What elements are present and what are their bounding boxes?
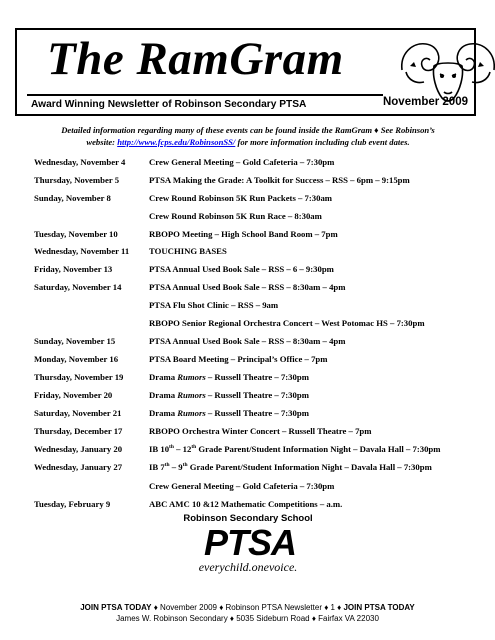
event-description-suffix: Grade Parent/Student Information Night – Davala Hall – 7:30pm [196, 444, 441, 454]
event-show-title: Rumors [177, 408, 206, 418]
event-row [0, 444, 495, 458]
intro-line-2-tail: for more information including club event dates. [237, 137, 410, 147]
event-description [149, 372, 309, 382]
intro-note [28, 124, 468, 148]
event-date: Thursday, November 19 [34, 372, 124, 382]
footer-issue-info: ♦ November 2009 ♦ Robinson PTSA Newsletter ♦ 1 ♦ [151, 603, 344, 612]
event-date: Thursday, December 17 [34, 426, 123, 436]
event-description: Crew General Meeting – Gold Cafeteria – 7:30pm [149, 481, 335, 491]
event-description [149, 408, 309, 418]
ordinal-suffix: th [169, 444, 174, 451]
event-date: Monday, November 16 [34, 354, 119, 364]
event-description-prefix: Drama [149, 408, 178, 418]
event-date: Saturday, November 14 [34, 282, 122, 292]
ordinal-suffix: th [182, 462, 188, 469]
event-date: Wednesday, January 27 [34, 462, 123, 472]
page-footer [0, 602, 495, 624]
event-description: Crew Round Robinson 5K Run Race – 8:30am [149, 211, 322, 221]
newsletter-title: The RamGram [47, 33, 344, 85]
event-description-prefix: Drama [149, 372, 178, 382]
event-date: Sunday, November 15 [34, 336, 116, 346]
event-description: PTSA Annual Used Book Sale – RSS – 6 – 9:30pm [149, 264, 334, 274]
event-description: PTSA Annual Used Book Sale – RSS – 8:30am – 4pm [149, 282, 346, 292]
newsletter-subtitle: Award Winning Newsletter of Robinson Secondary PTSA [31, 99, 307, 110]
event-show-title: Rumors [177, 372, 206, 382]
event-description-suffix: – Russell Theatre – 7:30pm [205, 372, 309, 382]
event-description: PTSA Board Meeting – Principal’s Office – 7pm [149, 354, 328, 364]
event-description: RBOPO Orchestra Winter Concert – Russell Theatre – 7pm [149, 426, 372, 436]
event-description [149, 462, 432, 472]
event-description: ABC AMC 10 &12 Mathematic Competitions – a.m. [149, 499, 343, 509]
event-description: TOUCHING BASES [149, 246, 227, 256]
event-description: RBOPO Senior Regional Orchestra Concert – West Potomac HS – 7:30pm [149, 318, 425, 328]
event-row [0, 157, 495, 171]
event-date: Saturday, November 21 [34, 408, 122, 418]
ptsa-tagline: everychild.onevoice. [198, 560, 298, 574]
event-description: PTSA Making the Grade: A Toolkit for Success – RSS – 6pm – 9:15pm [149, 175, 410, 185]
event-description-prefix: IB 7 [149, 462, 165, 472]
event-show-title: Rumors [177, 390, 206, 400]
event-row [0, 481, 495, 495]
event-date: Wednesday, November 11 [34, 246, 130, 256]
ptsa-school-name: Robinson Secondary School [183, 513, 313, 524]
event-description: RBOPO Meeting – High School Band Room – 7pm [149, 229, 338, 239]
ptsa-wordmark: PTSA [203, 522, 297, 563]
event-row [0, 372, 495, 386]
ordinal-suffix: th [191, 444, 197, 451]
event-row [0, 336, 495, 350]
event-row [0, 264, 495, 278]
event-description-suffix: Grade Parent/Student Information Night – Davala Hall – 7:30pm [187, 462, 432, 472]
event-row [0, 354, 495, 368]
intro-line-1: Detailed information regarding many of these events can be found inside the RamGram ♦ See Robinson’s [61, 125, 435, 135]
issue-date: November 2009 [382, 96, 468, 108]
event-date: Wednesday, November 4 [34, 157, 126, 167]
event-description: PTSA Flu Shot Clinic – RSS – 9am [149, 300, 279, 310]
footer-address: James W. Robinson Secondary ♦ 5035 Sideburn Road ♦ Fairfax VA 22030 [116, 614, 379, 623]
event-date: Friday, November 20 [34, 390, 113, 400]
event-description-prefix: Drama [149, 390, 178, 400]
event-row [0, 211, 495, 225]
ptsa-logo [178, 511, 318, 575]
event-row [0, 390, 495, 404]
event-date: Friday, November 13 [34, 264, 113, 274]
masthead [15, 28, 476, 116]
join-ptsa-label: JOIN PTSA TODAY [343, 603, 415, 612]
ordinal-suffix: th [164, 462, 170, 469]
join-ptsa-label: JOIN PTSA TODAY [80, 603, 152, 612]
event-row [0, 318, 495, 332]
robinson-website-link[interactable]: http://www.fcps.edu/RobinsonSS/ [117, 137, 236, 147]
event-description: Crew General Meeting – Gold Cafeteria – 7:30pm [149, 157, 335, 167]
title-rule [27, 94, 383, 96]
event-description-suffix: – Russell Theatre – 7:30pm [205, 390, 309, 400]
event-date: Sunday, November 8 [34, 193, 111, 203]
event-date: Tuesday, February 9 [34, 499, 111, 509]
intro-line-2 [28, 136, 468, 148]
event-description: Crew Round Robinson 5K Run Packets – 7:30am [149, 193, 333, 203]
event-row [0, 229, 495, 243]
event-row [0, 300, 495, 314]
event-date: Thursday, November 5 [34, 175, 120, 185]
event-description-range: – 9 [169, 462, 183, 472]
event-row [0, 408, 495, 422]
event-description-suffix: – Russell Theatre – 7:30pm [205, 408, 309, 418]
event-row [0, 246, 495, 260]
event-description-prefix: IB 10 [149, 444, 170, 454]
intro-website-label: website: [86, 137, 116, 147]
footer-line-1 [0, 602, 495, 613]
event-row [0, 175, 495, 189]
event-row [0, 193, 495, 207]
ram-mascot-icon [394, 36, 495, 104]
event-description-range: – 12 [173, 444, 192, 454]
event-row [0, 462, 495, 476]
event-description [149, 444, 441, 454]
event-description [149, 390, 309, 400]
event-description: PTSA Annual Used Book Sale – RSS – 8:30am – 4pm [149, 336, 346, 346]
event-date: Tuesday, November 10 [34, 229, 118, 239]
event-row [0, 282, 495, 296]
event-date: Wednesday, January 20 [34, 444, 123, 454]
event-row [0, 426, 495, 440]
